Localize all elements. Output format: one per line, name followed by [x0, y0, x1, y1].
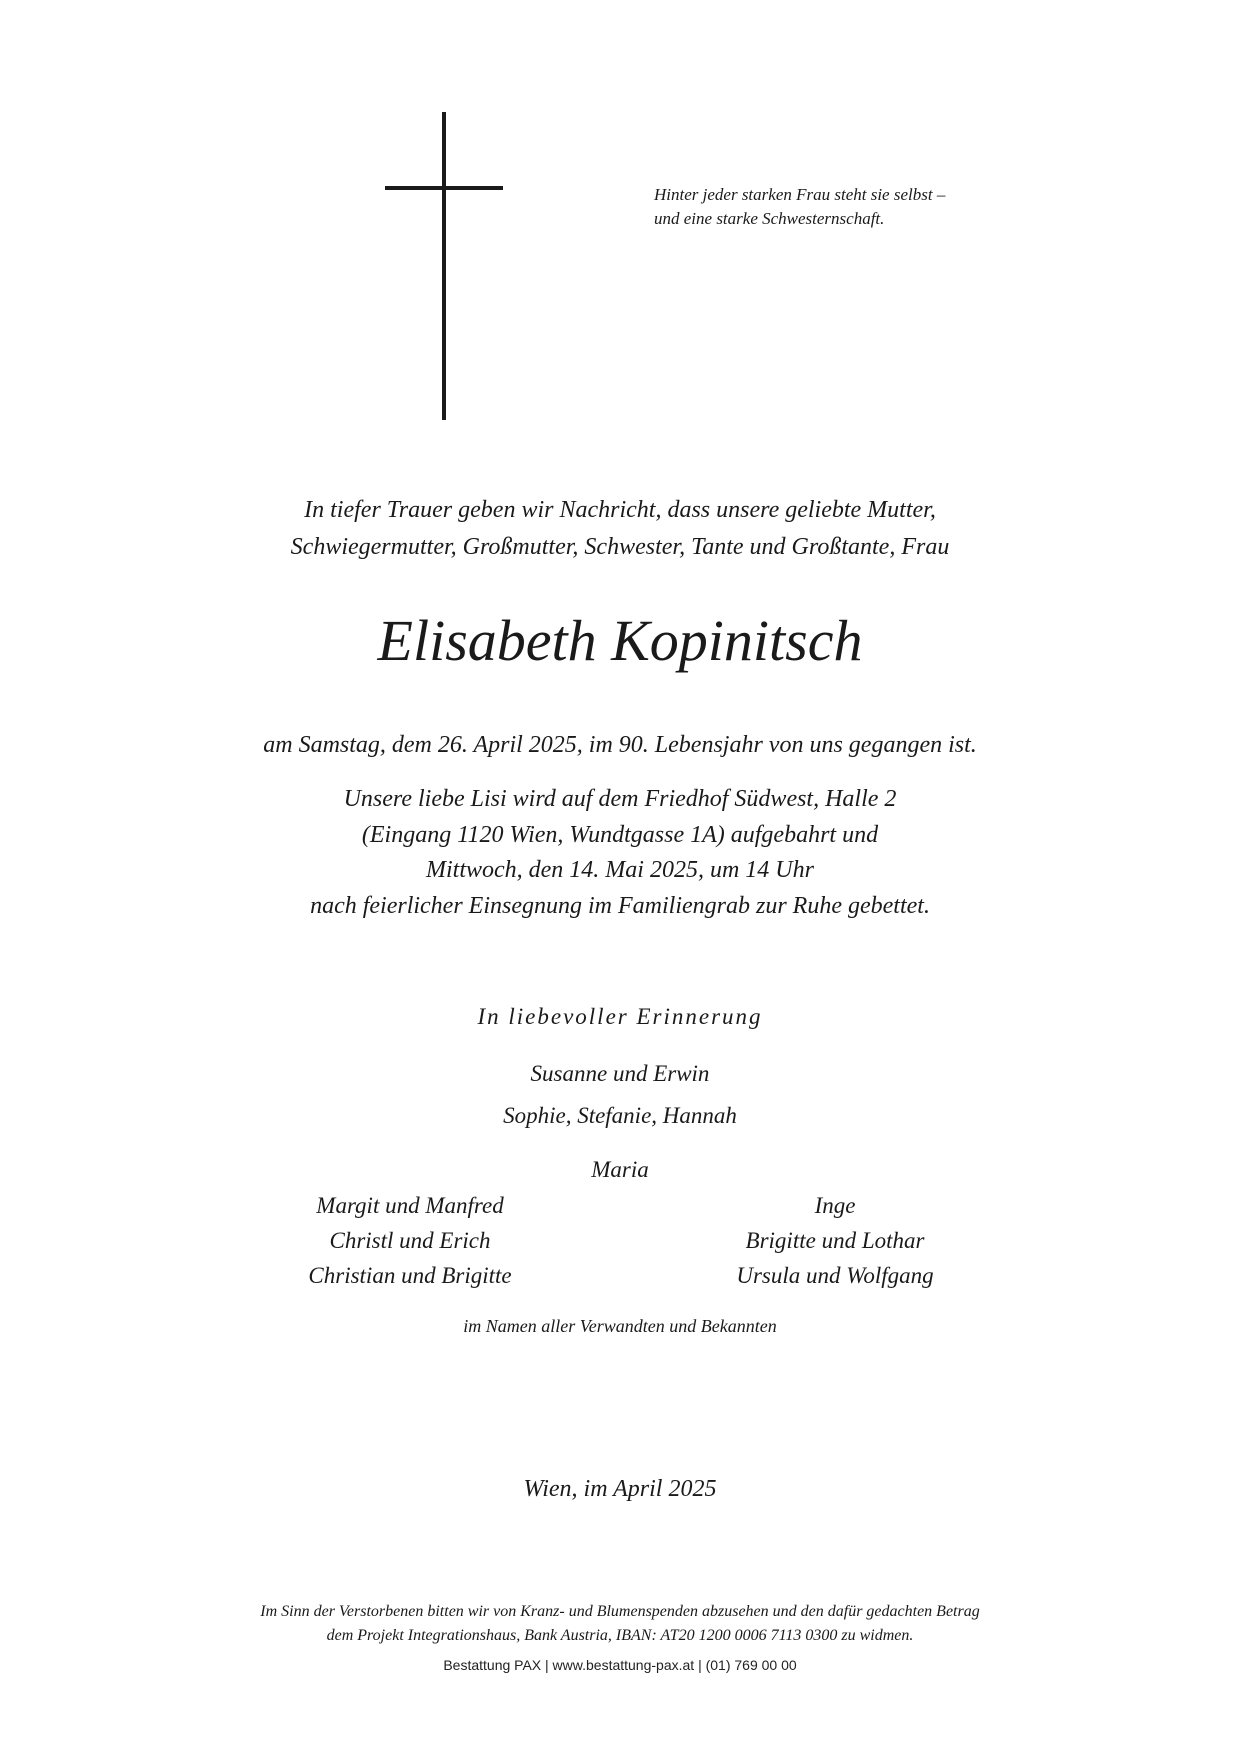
deceased-name: Elisabeth Kopinitsch — [377, 608, 863, 673]
funeral-home-footer: Bestattung PAX | www.bestattung-pax.at | (01) 769 00 00 — [443, 1657, 797, 1673]
funeral-line-3: Mittwoch, den 14. Mai 2025, um 14 Uhr — [426, 857, 814, 883]
mourner-entry: Margit und Manfred — [316, 1193, 504, 1218]
mourner-single: Maria — [591, 1157, 649, 1182]
mourner-entry: Inge — [814, 1193, 856, 1218]
funeral-line-2: (Eingang 1120 Wien, Wundtgasse 1A) aufgebahrt und — [361, 821, 879, 848]
cross-horizontal-bar — [385, 186, 503, 190]
mourner-entry: Susanne und Erwin — [530, 1061, 710, 1086]
cross-vertical-bar — [442, 112, 446, 420]
place-date: Wien, im April 2025 — [523, 1476, 717, 1502]
death-date-line: am Samstag, dem 26. April 2025, im 90. Lebensjahr von uns gegangen ist. — [263, 732, 977, 758]
donation-line-2: dem Projekt Integrationshaus, Bank Austria, IBAN: AT20 1200 0006 7113 0300 zu widmen. — [326, 1627, 914, 1644]
mourners-heading: In liebevoller Erinnerung — [477, 1004, 763, 1029]
mourner-entry: Christian und Brigitte — [308, 1263, 512, 1288]
mourners-right-column — [635, 1188, 1035, 1293]
intro-line-2: Schwiegermutter, Großmutter, Schwester, Tante und Großtante, Frau — [290, 534, 950, 560]
mourner-entry: Sophie, Stefanie, Hannah — [503, 1103, 737, 1128]
motto-line-2: und eine starke Schwesternschaft. — [654, 209, 885, 228]
motto-line-1: Hinter jeder starken Frau steht sie selbst – — [654, 185, 946, 204]
mourner-entry: Brigitte und Lothar — [745, 1228, 925, 1253]
mourners-closing: im Namen aller Verwandten und Bekannten — [463, 1316, 777, 1336]
mourner-entry: Ursula und Wolfgang — [736, 1263, 934, 1288]
motto-quote — [654, 183, 1074, 231]
mourner-entry: Christl und Erich — [329, 1228, 491, 1253]
mourners-group-one — [0, 1053, 1240, 1137]
funeral-line-4: nach feierlicher Einsegnung im Familiengrab zur Ruhe gebettet. — [310, 892, 930, 919]
funeral-line-1: Unsere liebe Lisi wird auf dem Friedhof Südwest, Halle 2 — [343, 786, 897, 812]
donation-line-1: Im Sinn der Verstorbenen bitten wir von Kranz- und Blumenspenden abzusehen und den dafür gedachten Betrag — [260, 1603, 980, 1620]
donation-request — [0, 1600, 1240, 1648]
announcement-intro — [0, 492, 1240, 566]
intro-line-1: In tiefer Trauer geben wir Nachricht, dass unsere geliebte Mutter, — [304, 497, 936, 523]
funeral-details — [0, 782, 1240, 924]
mourners-left-column — [210, 1188, 610, 1293]
